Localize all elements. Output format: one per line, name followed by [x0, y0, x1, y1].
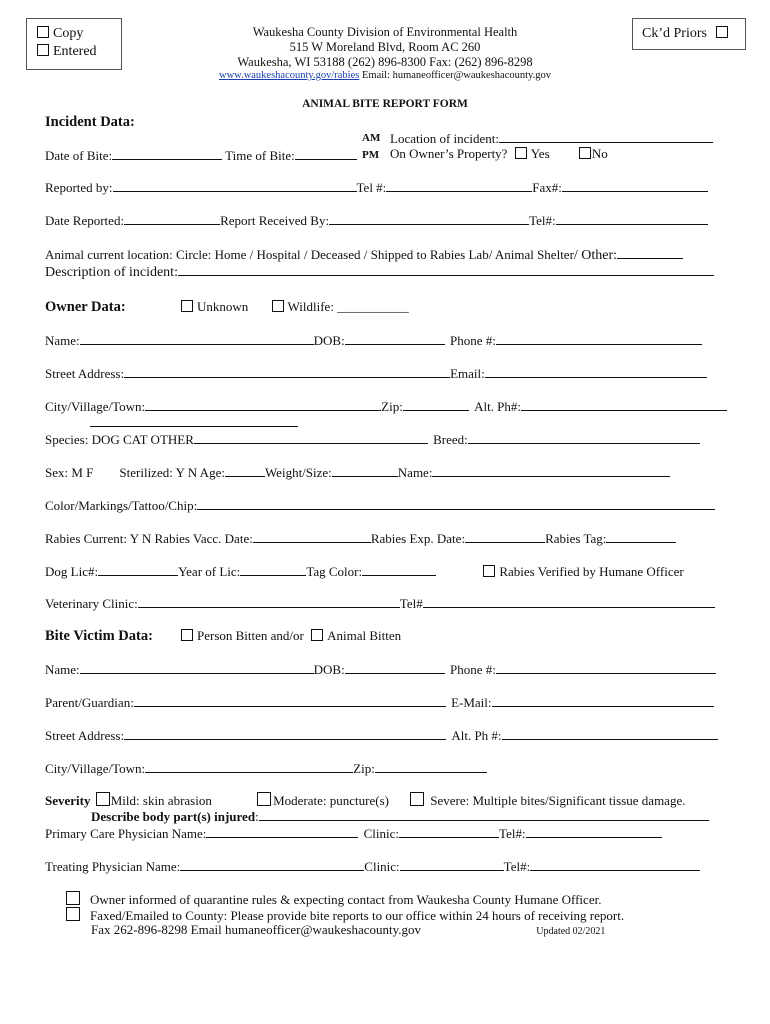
reported-by-field[interactable] [113, 179, 357, 192]
faxed-row: Faxed/Emailed to County: Please provide bite reports to our office within 24 hours of receiving report. [66, 907, 624, 924]
copy-checkbox-row[interactable] [37, 26, 83, 42]
victim-phone-field[interactable] [496, 661, 716, 674]
owner-city-row: City/Village/Town: Zip: Alt. Ph#: [45, 398, 727, 415]
treating-name-field[interactable] [180, 858, 364, 871]
date-of-bite-field[interactable] [112, 147, 222, 160]
property-no-checkbox[interactable] [579, 147, 591, 159]
agency-web-email [185, 70, 585, 82]
ckd-priors-label: Ck’d Priors [642, 26, 707, 41]
victim-zip-field[interactable] [375, 760, 487, 773]
location-label: Location of incident: [390, 130, 713, 147]
owner-name-field[interactable] [80, 332, 314, 345]
victim-email-field[interactable] [492, 694, 714, 707]
am-label: AM [362, 132, 381, 144]
other-location-field[interactable] [617, 246, 683, 259]
species-other-field[interactable] [194, 431, 428, 444]
primary-tel-field[interactable] [526, 825, 662, 838]
owner-unknown-row: Unknown Wildlife: ___________ [181, 300, 409, 315]
person-bitten-checkbox[interactable] [181, 629, 193, 641]
owner-street-field[interactable] [124, 365, 450, 378]
animal-name-field[interactable] [432, 464, 670, 477]
agency-address: 515 W Moreland Blvd, Room AC 260 [289, 40, 481, 54]
body-parts-row: Describe body part(s) injured: [91, 808, 709, 825]
description-field[interactable] [178, 263, 714, 276]
reporter-tel-field[interactable] [386, 179, 532, 192]
location-field[interactable] [499, 130, 713, 143]
time-of-bite-field[interactable] [295, 147, 357, 160]
moderate-checkbox[interactable] [257, 792, 271, 806]
reported-by-row: Reported by: Tel #: Fax#: [45, 179, 708, 196]
received-tel-field[interactable] [556, 212, 708, 225]
weight-field[interactable] [332, 464, 398, 477]
copy-label: Copy [53, 26, 84, 41]
owner-informed-checkbox[interactable] [66, 891, 80, 905]
wildlife-checkbox[interactable] [272, 300, 284, 312]
entered-checkbox[interactable] [37, 44, 49, 56]
owner-street-row: Street Address: Email: [45, 365, 707, 382]
rabies-verified-checkbox[interactable] [483, 565, 495, 577]
year-lic-field[interactable] [240, 563, 306, 576]
mild-checkbox[interactable] [96, 792, 110, 806]
body-parts-field[interactable] [259, 808, 709, 821]
owner-dob-field[interactable] [345, 332, 445, 345]
owner-city-extra-line[interactable] [90, 414, 298, 431]
reporter-fax-field[interactable] [562, 179, 708, 192]
color-markings-field[interactable] [197, 497, 715, 510]
ckd-priors-row[interactable] [642, 26, 732, 42]
victim-dob-field[interactable] [345, 661, 445, 674]
rabies-exp-date-field[interactable] [465, 530, 545, 543]
vet-tel-field[interactable] [423, 595, 715, 608]
age-field[interactable] [225, 464, 265, 477]
owner-phone-field[interactable] [496, 332, 702, 345]
form-title: ANIMAL BITE REPORT FORM [302, 98, 468, 110]
entered-checkbox-row[interactable] [37, 44, 97, 60]
date-of-bite-row: Date of Bite: Time of Bite: [45, 147, 357, 164]
victim-heading: Bite Victim Data: [45, 628, 153, 644]
primary-care-name-field[interactable] [206, 825, 358, 838]
copy-checkbox[interactable] [37, 26, 49, 38]
victim-city-row: City/Village/Town: Zip: [45, 760, 487, 777]
parent-field[interactable] [134, 694, 446, 707]
website-link[interactable]: www.waukeshacounty.gov/rabies [219, 70, 360, 81]
agency-phone-fax: Waukesha, WI 53188 (262) 896-8300 Fax: (262) 896-8298 [237, 55, 533, 69]
severe-checkbox[interactable] [410, 792, 424, 806]
owner-informed-row: Owner informed of quarantine rules & expecting contact from Waukesha County Humane Officer. [66, 891, 601, 908]
treating-clinic-field[interactable] [400, 858, 504, 871]
owner-alt-phone-field[interactable] [521, 398, 727, 411]
owner-unknown-checkbox[interactable] [181, 300, 193, 312]
vet-clinic-field[interactable] [138, 595, 400, 608]
animal-location-row: Animal current location: Circle: Home / Hospital / Deceased / Shipped to Rabies Lab/ Animal Shelter/ Other: [45, 246, 683, 264]
primary-clinic-field[interactable] [399, 825, 499, 838]
rabies-vacc-date-field[interactable] [253, 530, 371, 543]
date-reported-field[interactable] [124, 212, 220, 225]
treating-tel-field[interactable] [530, 858, 700, 871]
victim-city-field[interactable] [145, 760, 353, 773]
owner-zip-field[interactable] [403, 398, 469, 411]
vet-row: Veterinary Clinic: Tel# [45, 595, 715, 612]
rabies-tag-field[interactable] [606, 530, 676, 543]
property-yes-checkbox[interactable] [515, 147, 527, 159]
victim-name-field[interactable] [80, 661, 314, 674]
victim-alt-phone-field[interactable] [502, 727, 718, 740]
severity-row: Severity Mild: skin abrasion Moderate: puncture(s) Severe: Multiple bites/Significant tissue damage. [45, 793, 686, 808]
rabies-row: Rabies Current: Y N Rabies Vacc. Date: Rabies Exp. Date: Rabies Tag: [45, 530, 676, 547]
ckd-priors-checkbox[interactable] [716, 26, 728, 38]
species-row: Species: DOG CAT OTHER Breed: [45, 431, 700, 448]
date-reported-row: Date Reported: Report Received By: Tel#: [45, 212, 708, 229]
agency-name: Waukesha County Division of Environmental Health [252, 25, 518, 39]
victim-street-field[interactable] [124, 727, 446, 740]
pm-label: PM [362, 149, 380, 161]
breed-field[interactable] [468, 431, 700, 444]
parent-row: Parent/Guardian: E-Mail: [45, 694, 714, 711]
report-received-by-field[interactable] [329, 212, 529, 225]
owner-property-row: On Owner’s Property? Yes No [390, 146, 608, 161]
primary-care-row: Primary Care Physician Name: Clinic: Tel#: [45, 825, 662, 842]
contact-line: Fax 262-896-8298 Email humaneofficer@waukeshacounty.gov Updated 02/2021 [91, 922, 606, 937]
description-row: Description of incident: [45, 263, 714, 281]
victim-street-row: Street Address: Alt. Ph #: [45, 727, 718, 744]
updated-date: Updated 02/2021 [536, 926, 606, 937]
animal-bitten-checkbox[interactable] [311, 629, 323, 641]
owner-city-field[interactable] [145, 398, 381, 411]
owner-heading: Owner Data: [45, 299, 126, 315]
dog-lic-field[interactable] [98, 563, 178, 576]
email-line: Email: humaneofficer@waukeshacounty.gov [361, 70, 551, 81]
owner-name-row: Name: DOB: Phone #: [45, 332, 702, 349]
victim-type-row: Person Bitten and/or Animal Bitten [181, 629, 401, 644]
victim-name-row: Name: DOB: Phone #: [45, 661, 716, 678]
incident-heading: Incident Data: [45, 114, 135, 130]
dog-lic-row: Dog Lic#: Year of Lic: Tag Color: Rabies Verified by Humane Officer [45, 564, 684, 579]
owner-email-field[interactable] [485, 365, 707, 378]
faxed-checkbox[interactable] [66, 907, 80, 921]
sex-row: Sex: M F Sterilized: Y N Age: Weight/Size: Name: [45, 464, 670, 481]
tag-color-field[interactable] [362, 563, 436, 576]
treating-row: Treating Physician Name: Clinic: Tel#: [45, 858, 700, 875]
entered-label: Entered [53, 44, 97, 59]
color-row: Color/Markings/Tattoo/Chip: [45, 497, 715, 514]
